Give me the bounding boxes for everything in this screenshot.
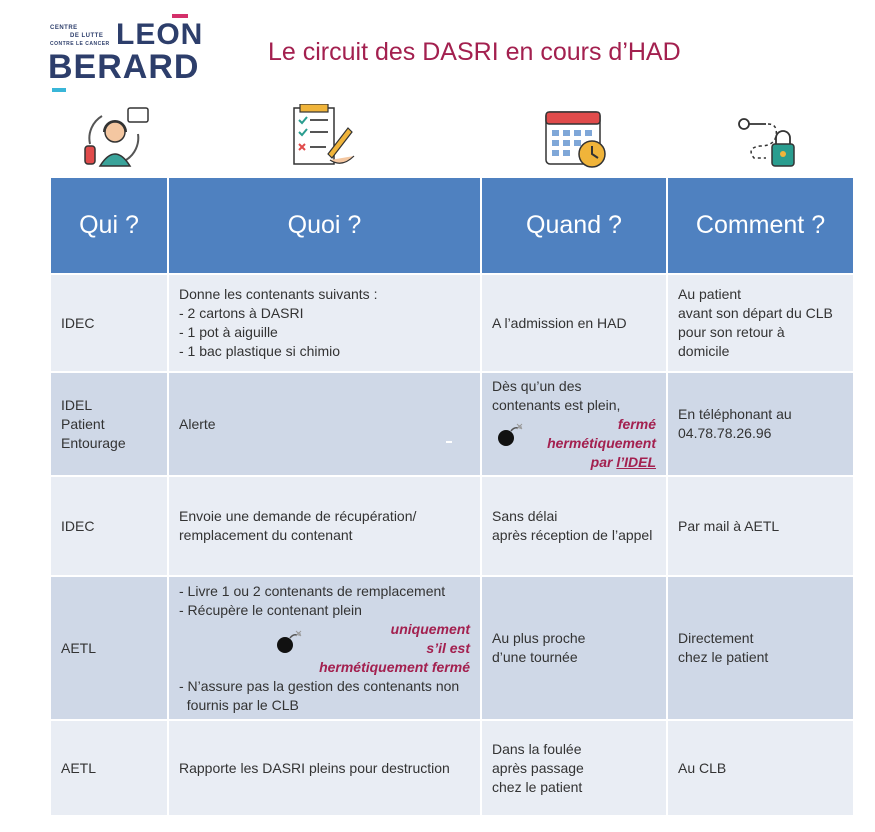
cell-text: remplacement du contenant xyxy=(179,527,353,543)
cell-qui xyxy=(51,576,168,720)
warning-block xyxy=(179,620,470,677)
cell-qui xyxy=(51,274,168,372)
cell-text: - Récupère le contenant plein xyxy=(179,601,362,618)
cell-text: fournis par le CLB xyxy=(179,696,299,713)
cell-comment xyxy=(667,720,853,816)
page-title: Le circuit des DASRI en cours d’HAD xyxy=(268,38,681,66)
decorative-dash xyxy=(446,441,452,443)
cell-text: Au patient xyxy=(678,286,742,302)
cell-text: - 1 bac plastique si chimio xyxy=(179,343,341,359)
header-quand: Quand ? xyxy=(481,178,667,274)
header-quoi: Quoi ? xyxy=(168,178,481,274)
cell-text: Entourage xyxy=(61,434,126,451)
warning-text-line: hermétiquement fermé xyxy=(319,658,470,675)
cell-quoi xyxy=(168,720,481,816)
cell-text: AETL xyxy=(61,639,97,656)
checklist-signing-icon xyxy=(286,104,356,170)
cell-text: après passage xyxy=(492,759,584,776)
cell-text: Au CLB xyxy=(678,759,727,776)
cell-text: domicile xyxy=(678,343,730,359)
warning-text-line xyxy=(492,453,656,472)
cell-text: - Livre 1 ou 2 contenants de remplacement xyxy=(179,582,446,599)
cell-quand xyxy=(481,576,667,720)
cell-comment xyxy=(667,372,853,476)
cell-text: A l’admission en HAD xyxy=(492,314,627,331)
warning-block xyxy=(492,415,656,472)
logo-contre-text: CONTRE LE CANCER xyxy=(50,41,110,47)
dasri-circuit-table xyxy=(51,178,853,817)
cell-quand xyxy=(481,274,667,372)
warning-text-line: uniquement xyxy=(390,620,470,637)
cell-text: Dans la foulée xyxy=(492,740,582,757)
cell-qui xyxy=(51,372,168,476)
cell-text: Envoie une demande de récupération/ xyxy=(179,508,417,524)
logo-de-lutte-text: DE LUTTE xyxy=(70,33,104,39)
cell-comment xyxy=(667,476,853,576)
call-center-icon xyxy=(82,104,152,170)
cell-qui xyxy=(51,476,168,576)
cell-text: Alerte xyxy=(179,415,216,432)
cell-text: Rapporte les DASRI pleins pour destruction xyxy=(179,759,450,776)
warning-text-line: hermétiquement xyxy=(547,434,656,451)
logo-leon-text: LEON xyxy=(116,18,204,51)
cell-text: pour son retour à xyxy=(678,324,785,340)
warning-text-prefix: par xyxy=(590,453,617,470)
cell-text: contenants est plein, xyxy=(492,396,621,413)
idel-link-text: l’IDEL xyxy=(616,453,656,470)
cell-text: Directement xyxy=(678,630,754,646)
table-row xyxy=(51,576,853,720)
table-row xyxy=(51,372,853,476)
logo-berard-text: BERARD xyxy=(48,48,200,86)
cell-text: chez le patient xyxy=(678,649,769,665)
cell-text: Par mail à AETL xyxy=(678,517,780,534)
cell-text: d’une tournée xyxy=(492,649,578,665)
cell-text: IDEL xyxy=(61,396,93,413)
cell-quand xyxy=(481,476,667,576)
cell-text: AETL xyxy=(61,759,97,776)
cell-text: - 1 pot à aiguille xyxy=(179,324,278,340)
cell-text: IDEC xyxy=(61,517,95,534)
cell-text: En téléphonant au xyxy=(678,406,792,422)
header-qui: Qui ? xyxy=(51,178,168,274)
cell-quoi xyxy=(168,476,481,576)
cell-qui xyxy=(51,720,168,816)
calendar-clock-icon xyxy=(542,104,612,170)
table-row xyxy=(51,720,853,816)
cell-text: chez le patient xyxy=(492,778,583,795)
cell-quoi xyxy=(168,372,481,476)
cell-text: - N’assure pas la gestion des contenants non xyxy=(179,677,460,694)
logo-accent-bar-bottom xyxy=(52,88,66,92)
cell-text: Donne les contenants suivants : xyxy=(179,286,378,302)
cell-quoi xyxy=(168,274,481,372)
cell-text: Patient xyxy=(61,415,105,432)
warning-text-line: fermé xyxy=(617,415,656,432)
header-comment: Comment ? xyxy=(667,178,853,274)
cell-text: avant son départ du CLB xyxy=(678,305,833,321)
cell-quand xyxy=(481,372,667,476)
cell-text: Dès qu’un des xyxy=(492,377,582,394)
cell-text: après réception de l’appel xyxy=(492,527,653,543)
bomb-icon xyxy=(275,630,305,654)
cell-comment xyxy=(667,274,853,372)
logo-centre-text: CENTRE xyxy=(50,25,78,31)
centre-leon-berard-logo xyxy=(48,14,204,94)
table-row xyxy=(51,476,853,576)
table-row xyxy=(51,274,853,372)
warning-text-line: s’il est xyxy=(426,639,470,656)
cell-text: 04.78.78.26.96 xyxy=(678,425,772,441)
cell-comment xyxy=(667,576,853,720)
cell-text: IDEC xyxy=(61,314,95,331)
table-header-row xyxy=(51,178,853,274)
cell-quand xyxy=(481,720,667,816)
bomb-icon xyxy=(496,423,526,447)
cell-text: - 2 cartons à DASRI xyxy=(179,305,304,321)
cell-text: Sans délai xyxy=(492,508,558,524)
cell-text: Au plus proche xyxy=(492,630,586,646)
key-lock-path-icon xyxy=(736,104,806,170)
cell-quoi xyxy=(168,576,481,720)
